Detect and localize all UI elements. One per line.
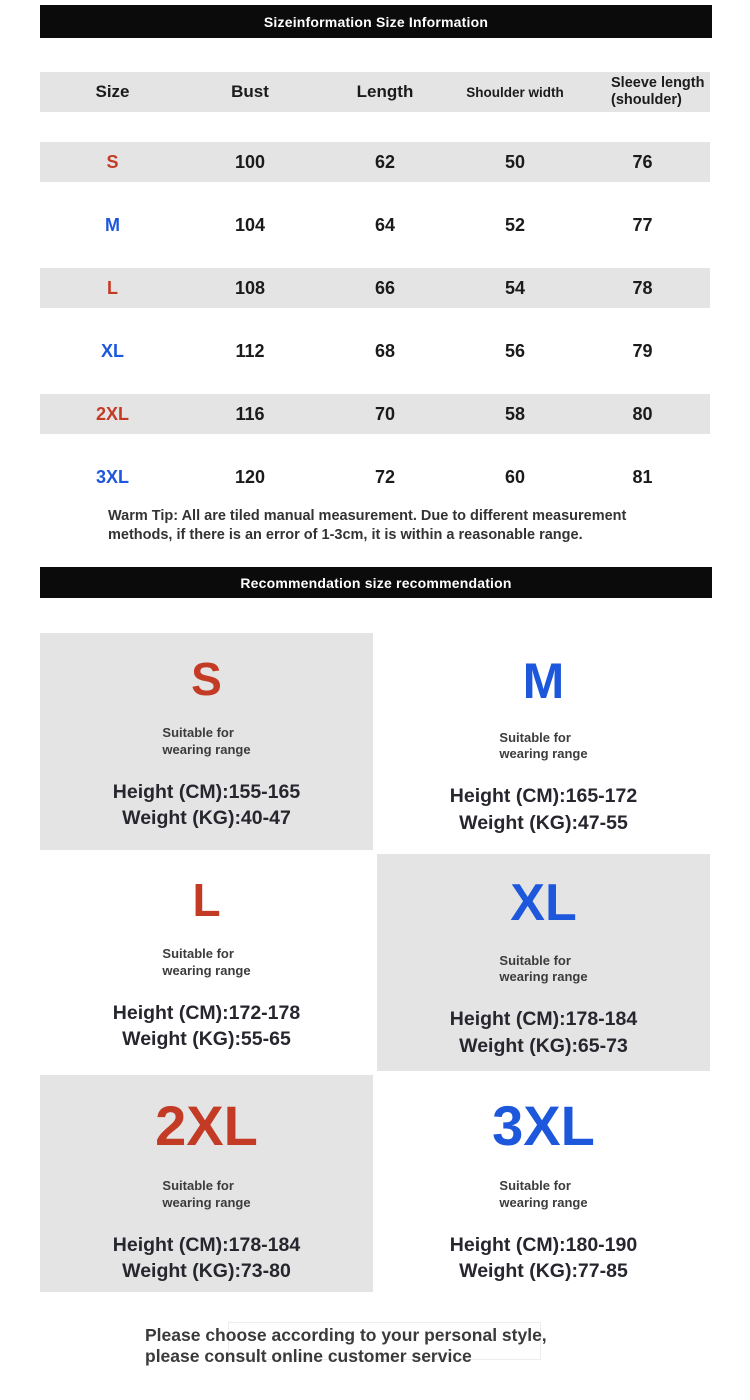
height-range: Height (CM):180-190: [449, 1233, 638, 1256]
shoulder-cell: 50: [504, 151, 526, 172]
size-letter: L: [192, 874, 221, 926]
height-weight: [113, 1232, 300, 1285]
size-cell: 2XL: [95, 403, 129, 424]
suitable-label: Suitable for wearing range: [499, 1177, 588, 1210]
column-header-size: Size: [95, 82, 130, 101]
table-row-l: [40, 268, 710, 308]
suitable-label: Suitable for wearing range: [162, 946, 251, 979]
warm-tip: [108, 507, 668, 545]
size-letter: 3XL: [492, 1094, 595, 1157]
footer-line2: please consult online customer service: [145, 1345, 472, 1366]
shoulder-cell: 56: [504, 340, 526, 361]
table-row-2xl: [40, 394, 710, 434]
shoulder-cell: 60: [504, 466, 526, 487]
size-cell: L: [107, 277, 118, 298]
shoulder-cell: 54: [504, 277, 526, 298]
size-table-header-row: [40, 72, 710, 112]
column-header-length: Length: [356, 82, 414, 101]
size-cell: 3XL: [95, 466, 129, 487]
suitable-label: Suitable for wearing range: [162, 725, 251, 758]
bust-cell: 116: [235, 403, 265, 424]
column-header-bust: Bust: [231, 82, 269, 101]
shoulder-cell: 58: [504, 403, 526, 424]
height-weight: [113, 779, 300, 832]
bust-cell: 120: [234, 466, 266, 487]
size-table: [40, 72, 710, 497]
height-range: Height (CM):165-172: [449, 785, 638, 808]
length-cell: 70: [374, 403, 396, 424]
weight-range: Weight (KG):47-55: [459, 811, 628, 834]
footer-line1: Please choose according to your personal style,: [145, 1325, 547, 1345]
size-letter: S: [191, 653, 222, 705]
height-weight: [450, 1006, 637, 1059]
column-header-shoulder-width: Shoulder width: [466, 84, 564, 100]
size-card-s: [40, 633, 373, 850]
warm-tip-line2: methods, if there is an error of 1-3cm, it is within a reasonable range.: [108, 526, 583, 543]
height-weight: [113, 1000, 300, 1053]
table-row-xl: [40, 331, 710, 371]
shoulder-cell: 52: [504, 214, 526, 235]
height-range: Height (CM):155-165: [112, 781, 301, 804]
recommendation-title: Recommendation size recommendation: [240, 574, 512, 591]
length-cell: 72: [374, 466, 396, 487]
size-card-3xl: [377, 1075, 710, 1292]
sleeve-cell: 78: [632, 277, 653, 298]
size-letter: XL: [510, 874, 577, 932]
height-weight: [450, 783, 637, 836]
bust-cell: 112: [235, 340, 265, 361]
length-cell: 62: [374, 151, 396, 172]
table-row-s: [40, 142, 710, 182]
warm-tip-line1: Warm Tip: All are tiled manual measurement. Due to different measurement: [108, 508, 627, 524]
weight-range: Weight (KG):77-85: [459, 1259, 628, 1282]
sleeve-cell: 76: [632, 151, 653, 172]
height-weight: [450, 1232, 637, 1285]
length-cell: 68: [374, 340, 396, 361]
size-information-header-bar: [40, 5, 712, 38]
size-cell: S: [106, 151, 119, 172]
weight-range: Weight (KG):55-65: [122, 1028, 291, 1051]
table-row-m: [40, 205, 710, 245]
column-header-sleeve-length: Sleeve length (shoulder): [611, 75, 705, 108]
suitable-label: Suitable for wearing range: [499, 952, 588, 985]
length-cell: 66: [374, 277, 396, 298]
size-card-xl: [377, 854, 710, 1071]
size-card-m: [377, 633, 710, 850]
bust-cell: 108: [234, 277, 266, 298]
size-card-2xl: [40, 1075, 373, 1292]
sleeve-cell: 79: [632, 340, 653, 361]
weight-range: Weight (KG):65-73: [459, 1034, 628, 1057]
size-card-l: [40, 854, 373, 1071]
size-recommendation-grid: [40, 633, 710, 1292]
height-range: Height (CM):178-184: [112, 1233, 301, 1256]
footer-note: [145, 1325, 605, 1366]
length-cell: 64: [374, 214, 396, 235]
size-information-title: Sizeinformation Size Information: [263, 13, 489, 30]
size-letter: 2XL: [155, 1094, 258, 1157]
suitable-label: Suitable for wearing range: [499, 729, 588, 762]
size-letter: M: [522, 653, 565, 709]
size-cell: XL: [100, 340, 124, 361]
sleeve-cell: 80: [632, 403, 653, 424]
sleeve-cell: 77: [632, 214, 653, 235]
size-cell: M: [105, 214, 120, 235]
weight-range: Weight (KG):40-47: [122, 807, 291, 830]
table-row-3xl: [40, 457, 710, 497]
sleeve-cell: 81: [632, 466, 653, 487]
suitable-label: Suitable for wearing range: [162, 1177, 251, 1210]
height-range: Height (CM):172-178: [112, 1002, 301, 1025]
height-range: Height (CM):178-184: [449, 1008, 638, 1031]
bust-cell: 100: [234, 151, 266, 172]
recommendation-header-bar: [40, 567, 712, 598]
weight-range: Weight (KG):73-80: [122, 1259, 291, 1282]
bust-cell: 104: [234, 214, 266, 235]
